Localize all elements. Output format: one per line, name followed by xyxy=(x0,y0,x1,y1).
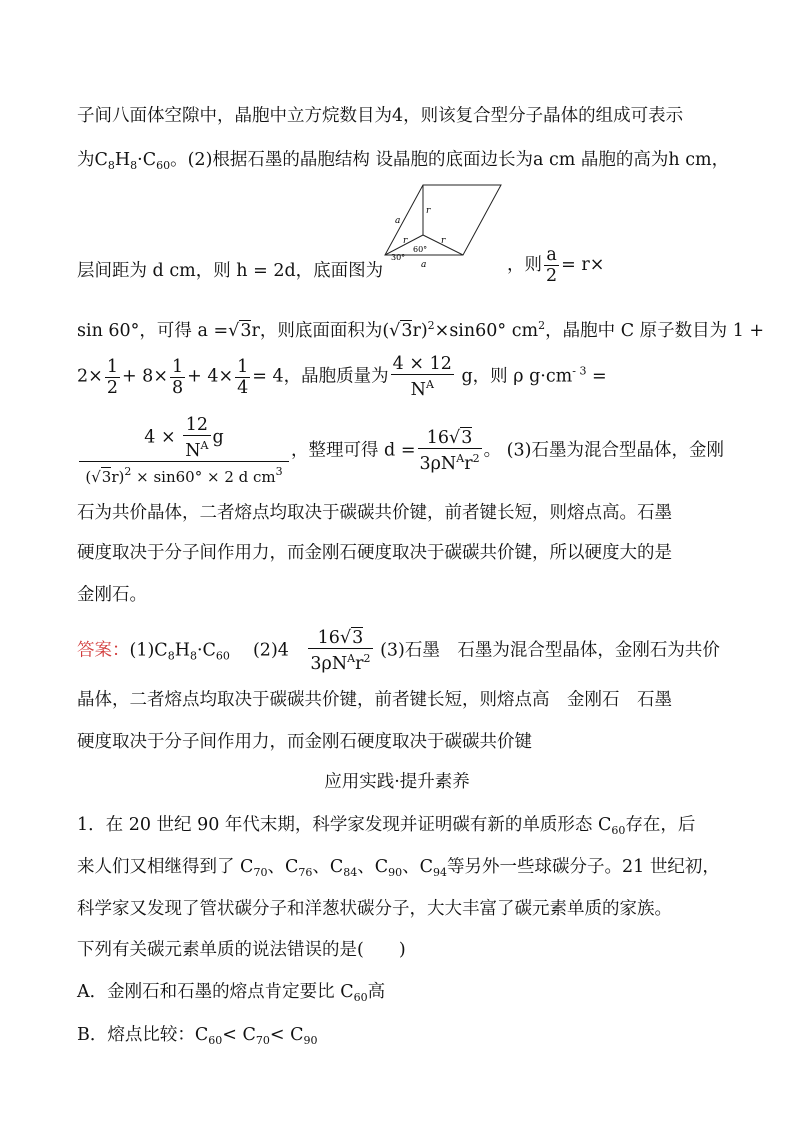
text-line-9: 金刚石。 xyxy=(77,585,147,605)
text-line-6: 4 × $\frac{12}{N^A}$ g $(√3r)^2 \times \sin 60^\circ \times 2$ d $cm^3$ ，整理可得 d = $\frac{16√3}{3\rho N^Ar^2}$ 。 (3)石墨为混合型晶体，金刚 xyxy=(77,415,720,487)
label-r-right: r xyxy=(441,236,446,246)
text-line-2: 为$C_8H_8\cdot C_{60}$。(2)根据石墨的晶胞结构 设晶胞的底面边长为a cm 晶胞的高为h cm， xyxy=(77,150,730,172)
text-line-1: 子间八面体空隙中，晶胞中立方烷数目为4，则该复合型分子晶体的组成可表示 xyxy=(77,106,684,126)
label-a-bottom: a xyxy=(421,260,427,269)
fraction-d-result: $\frac{16√3}{3\rho N^Ar^2}$ xyxy=(419,428,480,474)
label-angle-60: 60° xyxy=(413,245,428,254)
question-line-2: 来人们又相继得到了 $C_{70}$、$C_{76}$、$C_{84}$、$C_{90}$、$C_{94}$等另外一些球碳分子。21 世纪初， xyxy=(77,857,720,879)
fraction-a-over-2: $\frac{a}{2}$ xyxy=(546,245,558,286)
question-line-1: 1．在 20 世纪 90 年代末期，科学家发现并证明碳有新的单质形态 $C_{60}$存在，后 xyxy=(77,815,696,837)
label-a-side: a xyxy=(395,216,401,226)
text-line-12: 硬度取决于分子间作用力，而金刚石硬度取决于碳碳共价键 xyxy=(77,732,532,752)
answer-line: 答案：$(1)C_8H_8\cdot C_{60}$ (2)4 $\frac{16√3}{3\rho N^Ar^2}$ (3)石墨 石墨为混合型晶体，金刚石为共价 xyxy=(77,628,720,674)
text-line-11: 晶体，二者熔点均取决于碳碳共价键，前者键长短，则熔点高 金刚石 石墨 xyxy=(77,690,672,710)
text-line-8: 硬度取决于分子间作用力，而金刚石硬度取决于碳碳共价键，所以硬度大的是 xyxy=(77,543,672,563)
label-angle-30: 30° xyxy=(391,253,406,262)
question-line-3: 科学家又发现了管状碳分子和洋葱状碳分子，大大丰富了碳元素单质的家族。 xyxy=(77,899,672,919)
fraction-density: 4 × $\frac{12}{N^A}$ g $(√3r)^2 \times \sin 60^\circ \times 2$ d $cm^3$ xyxy=(79,415,289,487)
option-b: B．熔点比较：$C_{60}< C_{70}< C_{90}$ xyxy=(77,1025,318,1047)
option-a: A．金刚石和石墨的熔点肯定要比 $C_{60}$高 xyxy=(77,982,386,1004)
answer-label: 答案： xyxy=(77,640,130,661)
text-line-3: 层间距为 d cm，则 h = 2d，底面图为 ，则 $\frac{a}{2}$ = r× xyxy=(77,245,605,286)
text-line-7: 石为共价晶体，二者熔点均取决于碳碳共价键，前者键长短，则熔点高。石墨 xyxy=(77,503,672,523)
text-line-5: 2× $\frac{1}{2}$ + 8× $\frac{1}{8}$ + 4× $\frac{1}{4}$ = 4，晶胞质量为 $\frac{4 \times 12}{N^A}$ g，则 ρ $g\cdot cm^{- 3}$ = xyxy=(77,354,607,400)
section-heading: 应用实践·提升素养 xyxy=(324,772,470,792)
question-line-4: 下列有关碳元素单质的说法错误的是( ) xyxy=(77,940,406,960)
label-r-left: r xyxy=(403,236,408,246)
label-r-up: r xyxy=(426,206,431,216)
text-line-4: sin 60°，可得 a =√3r，则底面面积为$(√3r)^2\times\sin 60^\circ$ $cm^2$，晶胞中 C 原子数目为 1 + xyxy=(77,319,765,341)
hexagonal-base-diagram xyxy=(377,183,502,269)
fraction-mass: $\frac{4 \times 12}{N^A}$ xyxy=(392,354,452,400)
